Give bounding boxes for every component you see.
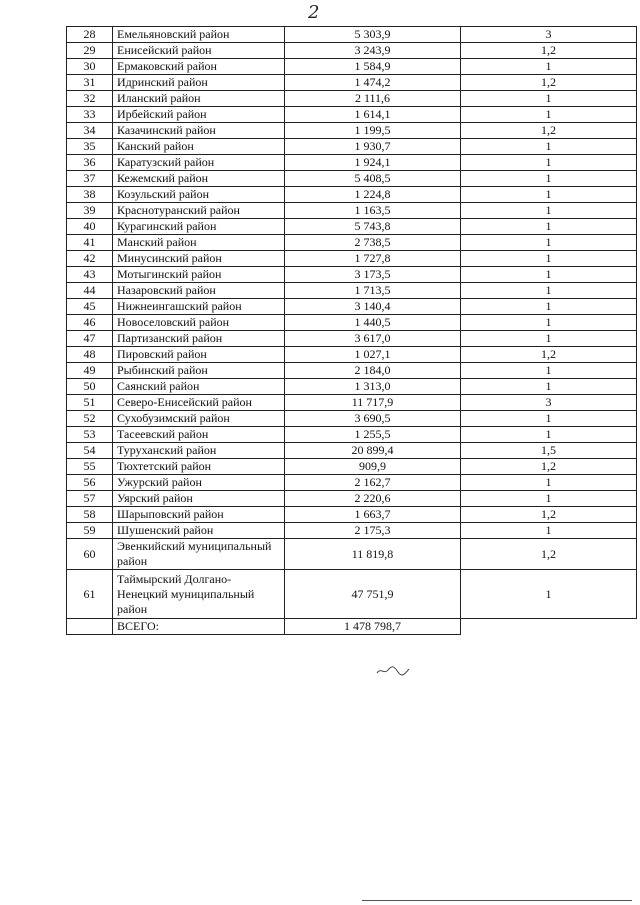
districts-table <box>66 26 637 635</box>
district-name: Эвенкийский муниципальный район <box>113 539 285 570</box>
row-number: 43 <box>67 267 113 283</box>
table-row <box>67 443 637 459</box>
area-value: 20 899,4 <box>285 443 461 459</box>
coefficient-value: 1 <box>461 267 637 283</box>
area-value: 1 614,1 <box>285 107 461 123</box>
district-name: Ужурский район <box>113 475 285 491</box>
coefficient-value: 1 <box>461 139 637 155</box>
coefficient-value: 1,2 <box>461 43 637 59</box>
table-row <box>67 251 637 267</box>
total-area: 1 478 798,7 <box>285 619 461 635</box>
coefficient-value: 1,2 <box>461 539 637 570</box>
district-name: Сухобузимский район <box>113 411 285 427</box>
district-name: Краснотуранский район <box>113 203 285 219</box>
table-row <box>67 379 637 395</box>
district-name: Кежемский район <box>113 171 285 187</box>
coefficient-value: 1,2 <box>461 507 637 523</box>
row-number: 54 <box>67 443 113 459</box>
district-name: Иланский район <box>113 91 285 107</box>
coefficient-value: 3 <box>461 395 637 411</box>
row-number: 52 <box>67 411 113 427</box>
table-row <box>67 235 637 251</box>
row-number: 29 <box>67 43 113 59</box>
area-value: 909,9 <box>285 459 461 475</box>
area-value: 11 819,8 <box>285 539 461 570</box>
row-number: 49 <box>67 363 113 379</box>
row-number: 33 <box>67 107 113 123</box>
coefficient-value: 1 <box>461 187 637 203</box>
table-row <box>67 203 637 219</box>
table-row <box>67 59 637 75</box>
row-number: 45 <box>67 299 113 315</box>
row-number: 31 <box>67 75 113 91</box>
district-name: Мотыгинский район <box>113 267 285 283</box>
area-value: 5 303,9 <box>285 27 461 43</box>
table-row <box>67 107 637 123</box>
district-name: Каратузский район <box>113 155 285 171</box>
table-row <box>67 139 637 155</box>
table-row <box>67 315 637 331</box>
area-value: 1 224,8 <box>285 187 461 203</box>
district-name: Саянский район <box>113 379 285 395</box>
district-name: Уярский район <box>113 491 285 507</box>
area-value: 1 027,1 <box>285 347 461 363</box>
table-row <box>67 299 637 315</box>
district-name: Тюхтетский район <box>113 459 285 475</box>
total-label: ВСЕГО: <box>113 619 285 635</box>
coefficient-value: 1 <box>461 203 637 219</box>
row-number: 42 <box>67 251 113 267</box>
district-name: Ермаковский район <box>113 59 285 75</box>
row-number: 53 <box>67 427 113 443</box>
area-value: 3 617,0 <box>285 331 461 347</box>
row-number: 50 <box>67 379 113 395</box>
district-name: Козульский район <box>113 187 285 203</box>
row-number: 28 <box>67 27 113 43</box>
coefficient-value: 1,2 <box>461 459 637 475</box>
area-value: 5 408,5 <box>285 171 461 187</box>
row-number: 47 <box>67 331 113 347</box>
district-name: Рыбинский район <box>113 363 285 379</box>
coefficient-value: 1 <box>461 219 637 235</box>
coefficient-value: 1 <box>461 379 637 395</box>
coefficient-value: 1 <box>461 171 637 187</box>
row-number: 41 <box>67 235 113 251</box>
table-row <box>67 347 637 363</box>
row-number: 57 <box>67 491 113 507</box>
row-number: 46 <box>67 315 113 331</box>
coefficient-value: 1 <box>461 315 637 331</box>
coefficient-value: 1 <box>461 427 637 443</box>
coefficient-value: 1 <box>461 91 637 107</box>
area-value: 47 751,9 <box>285 570 461 619</box>
table-row <box>67 363 637 379</box>
coefficient-value: 1 <box>461 411 637 427</box>
handwritten-mark-icon <box>376 664 410 676</box>
coefficient-value: 1,2 <box>461 123 637 139</box>
area-value: 2 111,6 <box>285 91 461 107</box>
district-name: Идринский район <box>113 75 285 91</box>
area-value: 1 713,5 <box>285 283 461 299</box>
row-number: 58 <box>67 507 113 523</box>
table-row <box>67 75 637 91</box>
area-value: 11 717,9 <box>285 395 461 411</box>
area-value: 2 162,7 <box>285 475 461 491</box>
area-value: 3 173,5 <box>285 267 461 283</box>
coefficient-value: 1 <box>461 251 637 267</box>
row-number: 55 <box>67 459 113 475</box>
table-row <box>67 507 637 523</box>
district-name: Тасеевский район <box>113 427 285 443</box>
district-name: Казачинский район <box>113 123 285 139</box>
table-row <box>67 43 637 59</box>
row-number: 56 <box>67 475 113 491</box>
row-number: 61 <box>67 570 113 619</box>
area-value: 2 175,3 <box>285 523 461 539</box>
district-name: Ирбейский район <box>113 107 285 123</box>
table-row <box>67 475 637 491</box>
coefficient-value: 1 <box>461 107 637 123</box>
table-row <box>67 155 637 171</box>
area-value: 3 690,5 <box>285 411 461 427</box>
district-name: Таймырский Долгано-Ненецкий муниципальный район <box>113 570 285 619</box>
district-name: Пировский район <box>113 347 285 363</box>
coefficient-value: 1,2 <box>461 347 637 363</box>
area-value: 1 163,5 <box>285 203 461 219</box>
table-row <box>67 523 637 539</box>
district-name: Новоселовский район <box>113 315 285 331</box>
page-number: 2 <box>308 2 320 23</box>
coefficient-value: 1 <box>461 299 637 315</box>
row-number: 39 <box>67 203 113 219</box>
total-row <box>67 619 637 635</box>
coefficient-value: 1 <box>461 491 637 507</box>
area-value: 1 474,2 <box>285 75 461 91</box>
area-value: 5 743,8 <box>285 219 461 235</box>
coefficient-value: 1 <box>461 331 637 347</box>
district-name: Енисейский район <box>113 43 285 59</box>
district-name: Туруханский район <box>113 443 285 459</box>
district-name: Назаровский район <box>113 283 285 299</box>
coefficient-value: 1 <box>461 523 637 539</box>
coefficient-value: 1 <box>461 59 637 75</box>
table-row <box>67 91 637 107</box>
coefficient-value: 1 <box>461 363 637 379</box>
row-number: 35 <box>67 139 113 155</box>
area-value: 1 727,8 <box>285 251 461 267</box>
area-value: 1 924,1 <box>285 155 461 171</box>
table-row <box>67 427 637 443</box>
coefficient-value: 1 <box>461 235 637 251</box>
area-value: 2 738,5 <box>285 235 461 251</box>
district-name: Шарыповский район <box>113 507 285 523</box>
row-number: 34 <box>67 123 113 139</box>
table-row <box>67 123 637 139</box>
table-row <box>67 570 637 619</box>
coefficient-value: 1,5 <box>461 443 637 459</box>
district-name: Северо-Енисейский район <box>113 395 285 411</box>
district-name: Партизанский район <box>113 331 285 347</box>
table-row <box>67 491 637 507</box>
row-number: 38 <box>67 187 113 203</box>
table-row <box>67 395 637 411</box>
row-number: 40 <box>67 219 113 235</box>
table-row <box>67 411 637 427</box>
area-value: 1 255,5 <box>285 427 461 443</box>
coefficient-value: 1 <box>461 570 637 619</box>
row-number: 59 <box>67 523 113 539</box>
coefficient-value: 1,2 <box>461 75 637 91</box>
row-number: 36 <box>67 155 113 171</box>
district-name: Курагинский район <box>113 219 285 235</box>
district-name: Шушенский район <box>113 523 285 539</box>
total-blank <box>67 619 113 635</box>
table-row <box>67 219 637 235</box>
row-number: 51 <box>67 395 113 411</box>
area-value: 1 313,0 <box>285 379 461 395</box>
area-value: 2 220,6 <box>285 491 461 507</box>
area-value: 1 930,7 <box>285 139 461 155</box>
coefficient-value: 3 <box>461 27 637 43</box>
table-body <box>67 27 637 635</box>
table-row <box>67 267 637 283</box>
table-row <box>67 459 637 475</box>
area-value: 3 243,9 <box>285 43 461 59</box>
row-number: 48 <box>67 347 113 363</box>
district-name: Канский район <box>113 139 285 155</box>
total-empty <box>461 619 637 635</box>
coefficient-value: 1 <box>461 283 637 299</box>
table-row <box>67 539 637 570</box>
district-name: Манский район <box>113 235 285 251</box>
area-value: 1 584,9 <box>285 59 461 75</box>
coefficient-value: 1 <box>461 155 637 171</box>
coefficient-value: 1 <box>461 475 637 491</box>
table-row <box>67 27 637 43</box>
bottom-rule <box>362 900 632 901</box>
row-number: 44 <box>67 283 113 299</box>
area-value: 1 663,7 <box>285 507 461 523</box>
area-value: 2 184,0 <box>285 363 461 379</box>
district-name: Емельяновский район <box>113 27 285 43</box>
row-number: 32 <box>67 91 113 107</box>
table-row <box>67 171 637 187</box>
table-row <box>67 283 637 299</box>
row-number: 37 <box>67 171 113 187</box>
row-number: 60 <box>67 539 113 570</box>
row-number: 30 <box>67 59 113 75</box>
district-name: Минусинский район <box>113 251 285 267</box>
area-value: 1 199,5 <box>285 123 461 139</box>
table-row <box>67 331 637 347</box>
district-name: Нижнеингашский район <box>113 299 285 315</box>
table-row <box>67 187 637 203</box>
area-value: 3 140,4 <box>285 299 461 315</box>
area-value: 1 440,5 <box>285 315 461 331</box>
